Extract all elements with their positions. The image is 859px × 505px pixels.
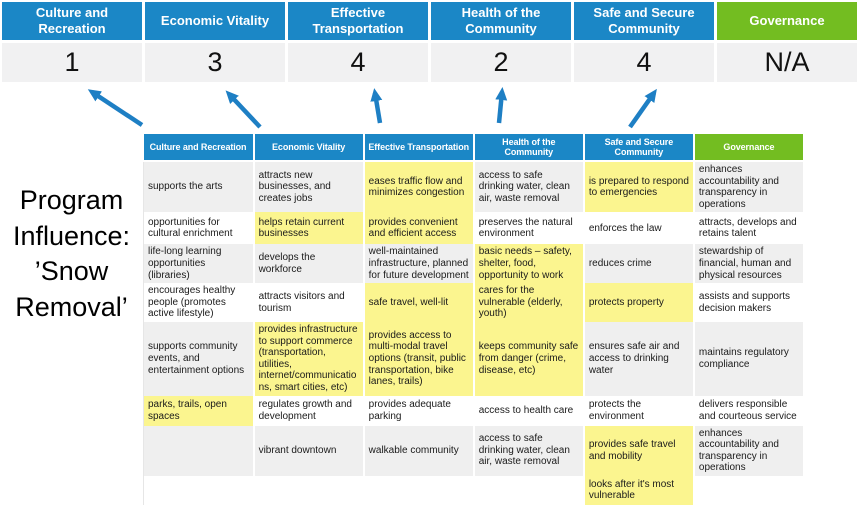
summary-header-governance: Governance [717,2,857,40]
matrix-cell: enforces the law [584,212,694,244]
matrix-header-governance: Governance [694,134,804,161]
matrix-cell: enhances accountability and transparency in operations [694,426,804,476]
matrix-cell [144,476,254,505]
matrix-cell: attracts, develops and retains talent [694,212,804,244]
score-effective-transportation: 4 [288,43,428,82]
matrix-cell: stewardship of financial, human and physical resources [694,244,804,283]
matrix-cell: provides safe travel and mobility [584,426,694,476]
matrix-cell: attracts visitors and tourism [254,283,364,322]
summary-scorecard [0,0,859,82]
score-health-of-the-community: 2 [431,43,571,82]
matrix-header-effective-transportation: Effective Transportation [364,134,474,161]
matrix-cell: supports community events, and entertainment options [144,322,254,396]
score-governance: N/A [717,43,857,82]
arrow-safe-icon [630,93,654,127]
matrix-cell: develops the workforce [254,244,364,283]
score-safe-and-secure-community: 4 [574,43,714,82]
matrix-cell [694,476,804,505]
matrix-row [144,426,805,476]
matrix-cell: encourages healthy people (promotes active lifestyle) [144,283,254,322]
matrix-cell: preserves the natural environment [474,212,584,244]
matrix-cell: basic needs – safety, shelter, food, opportunity to work [474,244,584,283]
influence-matrix [143,134,805,505]
matrix-cell: provides access to multi-modal travel options (transit, public transportation, bike lanes, trails) [364,322,474,396]
arrow-culture-icon [92,92,142,125]
matrix-cell: provides convenient and efficient access [364,212,474,244]
matrix-cell: helps retain current businesses [254,212,364,244]
matrix-cell: access to health care [474,396,584,426]
matrix-cell: looks after it's most vulnerable [584,476,694,505]
matrix-cell: supports the arts [144,161,254,212]
matrix-cell: is prepared to respond to emergencies [584,161,694,212]
summary-header-economic-vitality: Economic Vitality [145,2,285,40]
matrix-header-row [144,134,805,161]
matrix-row [144,283,805,322]
arrow-transportation-icon [375,93,380,123]
matrix-cell: provides adequate parking [364,396,474,426]
matrix-cell: keeps community safe from danger (crime, disease, etc) [474,322,584,396]
matrix-cell: cares for the vulnerable (elderly, youth) [474,283,584,322]
matrix-cell: reduces crime [584,244,694,283]
matrix-cell: enhances accountability and transparency in operations [694,161,804,212]
matrix-cell: walkable community [364,426,474,476]
matrix-cell [474,476,584,505]
matrix-cell: assists and supports decision makers [694,283,804,322]
matrix-cell: protects the environment [584,396,694,426]
matrix-cell [254,476,364,505]
matrix-row [144,161,805,212]
matrix-cell: parks, trails, open spaces [144,396,254,426]
matrix-row [144,396,805,426]
influence-arrows [0,80,859,132]
arrow-health-icon [499,92,502,123]
matrix-cell [364,476,474,505]
program-influence-label: Program Influence: ’Snow Removal’ [12,185,131,322]
matrix-cell: opportunities for cultural enrichment [144,212,254,244]
matrix-cell: safe travel, well-lit [364,283,474,322]
matrix-row [144,212,805,244]
matrix-cell: life-long learning opportunities (libraries) [144,244,254,283]
matrix-row [144,476,805,505]
matrix-cell: access to safe drinking water, clean air, waste removal [474,161,584,212]
arrow-economic-icon [229,94,260,127]
matrix-cell: attracts new businesses, and creates jobs [254,161,364,212]
matrix-cell: eases traffic flow and minimizes congestion [364,161,474,212]
matrix-header-safe-and-secure-community: Safe and Secure Community [584,134,694,161]
matrix-row [144,244,805,283]
matrix-header-economic-vitality: Economic Vitality [254,134,364,161]
matrix-cell: protects property [584,283,694,322]
matrix-cell: provides infrastructure to support commerce (transportation, utilities, internet/communications, smart cities, etc) [254,322,364,396]
matrix-cell: maintains regulatory compliance [694,322,804,396]
matrix-header-culture-and-recreation: Culture and Recreation [144,134,254,161]
matrix-cell: regulates growth and development [254,396,364,426]
matrix-cell: access to safe drinking water, clean air, waste removal [474,426,584,476]
matrix-cell: ensures safe air and access to drinking water [584,322,694,396]
summary-header-effective-transportation: Effective Transportation [288,2,428,40]
matrix-cell [144,426,254,476]
matrix-row [144,322,805,396]
matrix-cell: delivers responsible and courteous service [694,396,804,426]
summary-header-culture-and-recreation: Culture and Recreation [2,2,142,40]
score-culture-and-recreation: 1 [2,43,142,82]
summary-header-safe-and-secure-community: Safe and Secure Community [574,2,714,40]
score-economic-vitality: 3 [145,43,285,82]
summary-header-health-of-the-community: Health of the Community [431,2,571,40]
matrix-cell: well-maintained infrastructure, planned for future development [364,244,474,283]
matrix-cell: vibrant downtown [254,426,364,476]
matrix-header-health-of-the-community: Health of the Community [474,134,584,161]
